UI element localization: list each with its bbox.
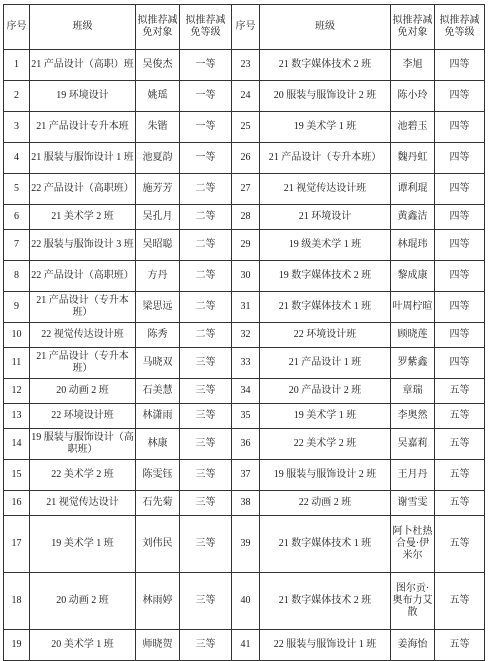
level-cell: 三等 — [180, 491, 232, 516]
class-cell: 20 产品设计 2 班 — [260, 379, 391, 404]
level-cell: 四等 — [435, 348, 485, 379]
seq-cell: 6 — [4, 205, 30, 230]
student-cell: 叶周柠暄 — [391, 292, 435, 323]
student-cell: 吴孔月 — [136, 205, 180, 230]
table-row — [4, 460, 485, 491]
class-cell: 22 环境设计班 — [260, 323, 391, 348]
class-cell: 22 产品设计（高职班） — [30, 261, 136, 292]
student-cell: 池夏韵 — [136, 143, 180, 174]
award-table — [3, 4, 485, 661]
student-cell: 姚瑶 — [136, 81, 180, 112]
student-cell: 师晓贺 — [136, 630, 180, 661]
seq-cell: 16 — [4, 491, 30, 516]
class-cell: 22 服装与服饰设计 1 班 — [260, 630, 391, 661]
class-cell: 21 产品设计（专升本班） — [30, 348, 136, 379]
seq-cell: 41 — [232, 630, 260, 661]
student-cell: 梁思远 — [136, 292, 180, 323]
level-cell: 二等 — [180, 205, 232, 230]
seq-cell: 15 — [4, 460, 30, 491]
student-cell: 林康 — [136, 429, 180, 460]
table-row — [4, 230, 485, 261]
table-row — [4, 516, 485, 573]
class-cell: 20 动画 2 班 — [30, 573, 136, 630]
seq-cell: 26 — [232, 143, 260, 174]
class-cell: 21 环境设计 — [260, 205, 391, 230]
class-cell: 21 视觉传达设计 — [30, 491, 136, 516]
class-cell: 21 服装与服饰设计 1 班 — [30, 143, 136, 174]
student-cell: 谢雪雯 — [391, 491, 435, 516]
student-cell: 陈秀 — [136, 323, 180, 348]
header-student-right: 拟推荐减免对象 — [391, 5, 435, 50]
class-cell: 20 服装与服饰设计 2 班 — [260, 81, 391, 112]
header-class-right: 班级 — [260, 5, 391, 50]
level-cell: 四等 — [435, 143, 485, 174]
seq-cell: 24 — [232, 81, 260, 112]
class-cell: 19 美术学 1 班 — [30, 516, 136, 573]
student-cell: 吴俊杰 — [136, 50, 180, 81]
level-cell: 二等 — [180, 261, 232, 292]
class-cell: 21 产品设计（专升本班） — [30, 292, 136, 323]
student-cell: 魏丹虹 — [391, 143, 435, 174]
level-cell: 四等 — [435, 205, 485, 230]
class-cell: 20 动画 2 班 — [30, 379, 136, 404]
table-row — [4, 379, 485, 404]
seq-cell: 17 — [4, 516, 30, 573]
student-cell: 刘伟民 — [136, 516, 180, 573]
table-row — [4, 261, 485, 292]
student-cell: 黄鑫洁 — [391, 205, 435, 230]
class-cell: 21 视觉传达设计班 — [260, 174, 391, 205]
table-row — [4, 205, 485, 230]
student-cell: 池碧玉 — [391, 112, 435, 143]
seq-cell: 10 — [4, 323, 30, 348]
class-cell: 19 数字媒体技术 2 班 — [260, 261, 391, 292]
table-row — [4, 404, 485, 429]
level-cell: 四等 — [435, 50, 485, 81]
header-seq-left: 序号 — [4, 5, 30, 50]
table-row — [4, 573, 485, 630]
class-cell: 21 数字媒体技术 1 班 — [260, 292, 391, 323]
student-cell: 石先菊 — [136, 491, 180, 516]
class-cell: 21 产品设计（专升本班） — [260, 143, 391, 174]
seq-cell: 30 — [232, 261, 260, 292]
level-cell: 五等 — [435, 630, 485, 661]
table-row — [4, 143, 485, 174]
seq-cell: 9 — [4, 292, 30, 323]
header-row — [4, 5, 485, 50]
seq-cell: 13 — [4, 404, 30, 429]
class-cell: 19 环境设计 — [30, 81, 136, 112]
table-row — [4, 81, 485, 112]
student-cell: 林雨婷 — [136, 573, 180, 630]
table-row — [4, 630, 485, 661]
class-cell: 21 产品设计 1 班 — [260, 348, 391, 379]
seq-cell: 8 — [4, 261, 30, 292]
student-cell: 陈小玲 — [391, 81, 435, 112]
level-cell: 五等 — [435, 460, 485, 491]
student-cell: 施芳芳 — [136, 174, 180, 205]
student-cell: 谭利琨 — [391, 174, 435, 205]
student-cell: 姜海怡 — [391, 630, 435, 661]
level-cell: 三等 — [180, 348, 232, 379]
level-cell: 五等 — [435, 573, 485, 630]
seq-cell: 32 — [232, 323, 260, 348]
student-cell: 吴昭聪 — [136, 230, 180, 261]
header-level-right: 拟推荐减免等级 — [435, 5, 485, 50]
level-cell: 一等 — [180, 143, 232, 174]
class-cell: 22 美术学 2 班 — [30, 460, 136, 491]
class-cell: 19 级美术学 1 班 — [260, 230, 391, 261]
level-cell: 五等 — [435, 379, 485, 404]
seq-cell: 3 — [4, 112, 30, 143]
seq-cell: 27 — [232, 174, 260, 205]
class-cell: 21 数字媒体技术 1 班 — [260, 516, 391, 573]
seq-cell: 5 — [4, 174, 30, 205]
student-cell: 阿卜杜热合曼·伊米尔 — [391, 516, 435, 573]
header-level-left: 拟推荐减免等级 — [180, 5, 232, 50]
header-class-left: 班级 — [30, 5, 136, 50]
seq-cell: 12 — [4, 379, 30, 404]
table-row — [4, 292, 485, 323]
seq-cell: 36 — [232, 429, 260, 460]
class-cell: 21 产品设计专升本班 — [30, 112, 136, 143]
seq-cell: 39 — [232, 516, 260, 573]
student-cell: 马晓双 — [136, 348, 180, 379]
level-cell: 四等 — [435, 81, 485, 112]
table-row — [4, 348, 485, 379]
level-cell: 三等 — [180, 404, 232, 429]
class-cell: 20 美术学 1 班 — [30, 630, 136, 661]
level-cell: 三等 — [180, 630, 232, 661]
student-cell: 朱锴 — [136, 112, 180, 143]
level-cell: 五等 — [435, 491, 485, 516]
class-cell: 22 产品设计（高职班） — [30, 174, 136, 205]
seq-cell: 37 — [232, 460, 260, 491]
seq-cell: 28 — [232, 205, 260, 230]
seq-cell: 2 — [4, 81, 30, 112]
student-cell: 吴嘉莉 — [391, 429, 435, 460]
student-cell: 林潇雨 — [136, 404, 180, 429]
level-cell: 二等 — [180, 292, 232, 323]
level-cell: 三等 — [180, 429, 232, 460]
seq-cell: 11 — [4, 348, 30, 379]
student-cell: 李奥然 — [391, 404, 435, 429]
class-cell: 19 美术学 1 班 — [260, 112, 391, 143]
student-cell: 黎成康 — [391, 261, 435, 292]
table-row — [4, 112, 485, 143]
class-cell: 21 美术学 2 班 — [30, 205, 136, 230]
class-cell: 22 美术学 2 班 — [260, 429, 391, 460]
level-cell: 四等 — [435, 230, 485, 261]
seq-cell: 19 — [4, 630, 30, 661]
student-cell: 李旭 — [391, 50, 435, 81]
student-cell: 方丹 — [136, 261, 180, 292]
level-cell: 四等 — [435, 112, 485, 143]
table-body — [4, 50, 485, 661]
class-cell: 19 美术学 1 班 — [260, 404, 391, 429]
seq-cell: 35 — [232, 404, 260, 429]
level-cell: 五等 — [435, 404, 485, 429]
student-cell: 章瑞 — [391, 379, 435, 404]
level-cell: 二等 — [180, 174, 232, 205]
level-cell: 五等 — [435, 516, 485, 573]
level-cell: 一等 — [180, 81, 232, 112]
seq-cell: 34 — [232, 379, 260, 404]
class-cell: 22 环境设计班 — [30, 404, 136, 429]
class-cell: 22 动画 2 班 — [260, 491, 391, 516]
level-cell: 四等 — [435, 174, 485, 205]
student-cell: 王月丹 — [391, 460, 435, 491]
seq-cell: 7 — [4, 230, 30, 261]
table-row — [4, 50, 485, 81]
seq-cell: 1 — [4, 50, 30, 81]
table-row — [4, 491, 485, 516]
student-cell: 罗紫鑫 — [391, 348, 435, 379]
class-cell: 21 产品设计（高职）班 — [30, 50, 136, 81]
level-cell: 三等 — [180, 460, 232, 491]
seq-cell: 23 — [232, 50, 260, 81]
level-cell: 三等 — [180, 516, 232, 573]
student-cell: 陈雯钰 — [136, 460, 180, 491]
seq-cell: 40 — [232, 573, 260, 630]
level-cell: 一等 — [180, 50, 232, 81]
class-cell: 21 数字媒体技术 2 班 — [260, 50, 391, 81]
level-cell: 三等 — [180, 379, 232, 404]
seq-cell: 18 — [4, 573, 30, 630]
seq-cell: 33 — [232, 348, 260, 379]
level-cell: 四等 — [435, 261, 485, 292]
seq-cell: 4 — [4, 143, 30, 174]
student-cell: 林琨玮 — [391, 230, 435, 261]
class-cell: 22 服装与服饰设计 3 班 — [30, 230, 136, 261]
seq-cell: 14 — [4, 429, 30, 460]
class-cell: 19 服装与服饰设计 2 班 — [260, 460, 391, 491]
seq-cell: 25 — [232, 112, 260, 143]
header-student-left: 拟推荐减免对象 — [136, 5, 180, 50]
table-row — [4, 429, 485, 460]
table-row — [4, 174, 485, 205]
level-cell: 五等 — [435, 429, 485, 460]
student-cell: 顾晓莲 — [391, 323, 435, 348]
seq-cell: 31 — [232, 292, 260, 323]
level-cell: 二等 — [180, 230, 232, 261]
level-cell: 四等 — [435, 323, 485, 348]
student-cell: 石美慧 — [136, 379, 180, 404]
student-cell: 图尔贡·奥布力艾散 — [391, 573, 435, 630]
level-cell: 二等 — [180, 323, 232, 348]
header-seq-right: 序号 — [232, 5, 260, 50]
level-cell: 三等 — [180, 573, 232, 630]
level-cell: 一等 — [180, 112, 232, 143]
seq-cell: 38 — [232, 491, 260, 516]
seq-cell: 29 — [232, 230, 260, 261]
class-cell: 21 数字媒体技术 2 班 — [260, 573, 391, 630]
class-cell: 19 服装与服饰设计（高职班） — [30, 429, 136, 460]
class-cell: 22 视觉传达设计班 — [30, 323, 136, 348]
level-cell: 四等 — [435, 292, 485, 323]
table-row — [4, 323, 485, 348]
